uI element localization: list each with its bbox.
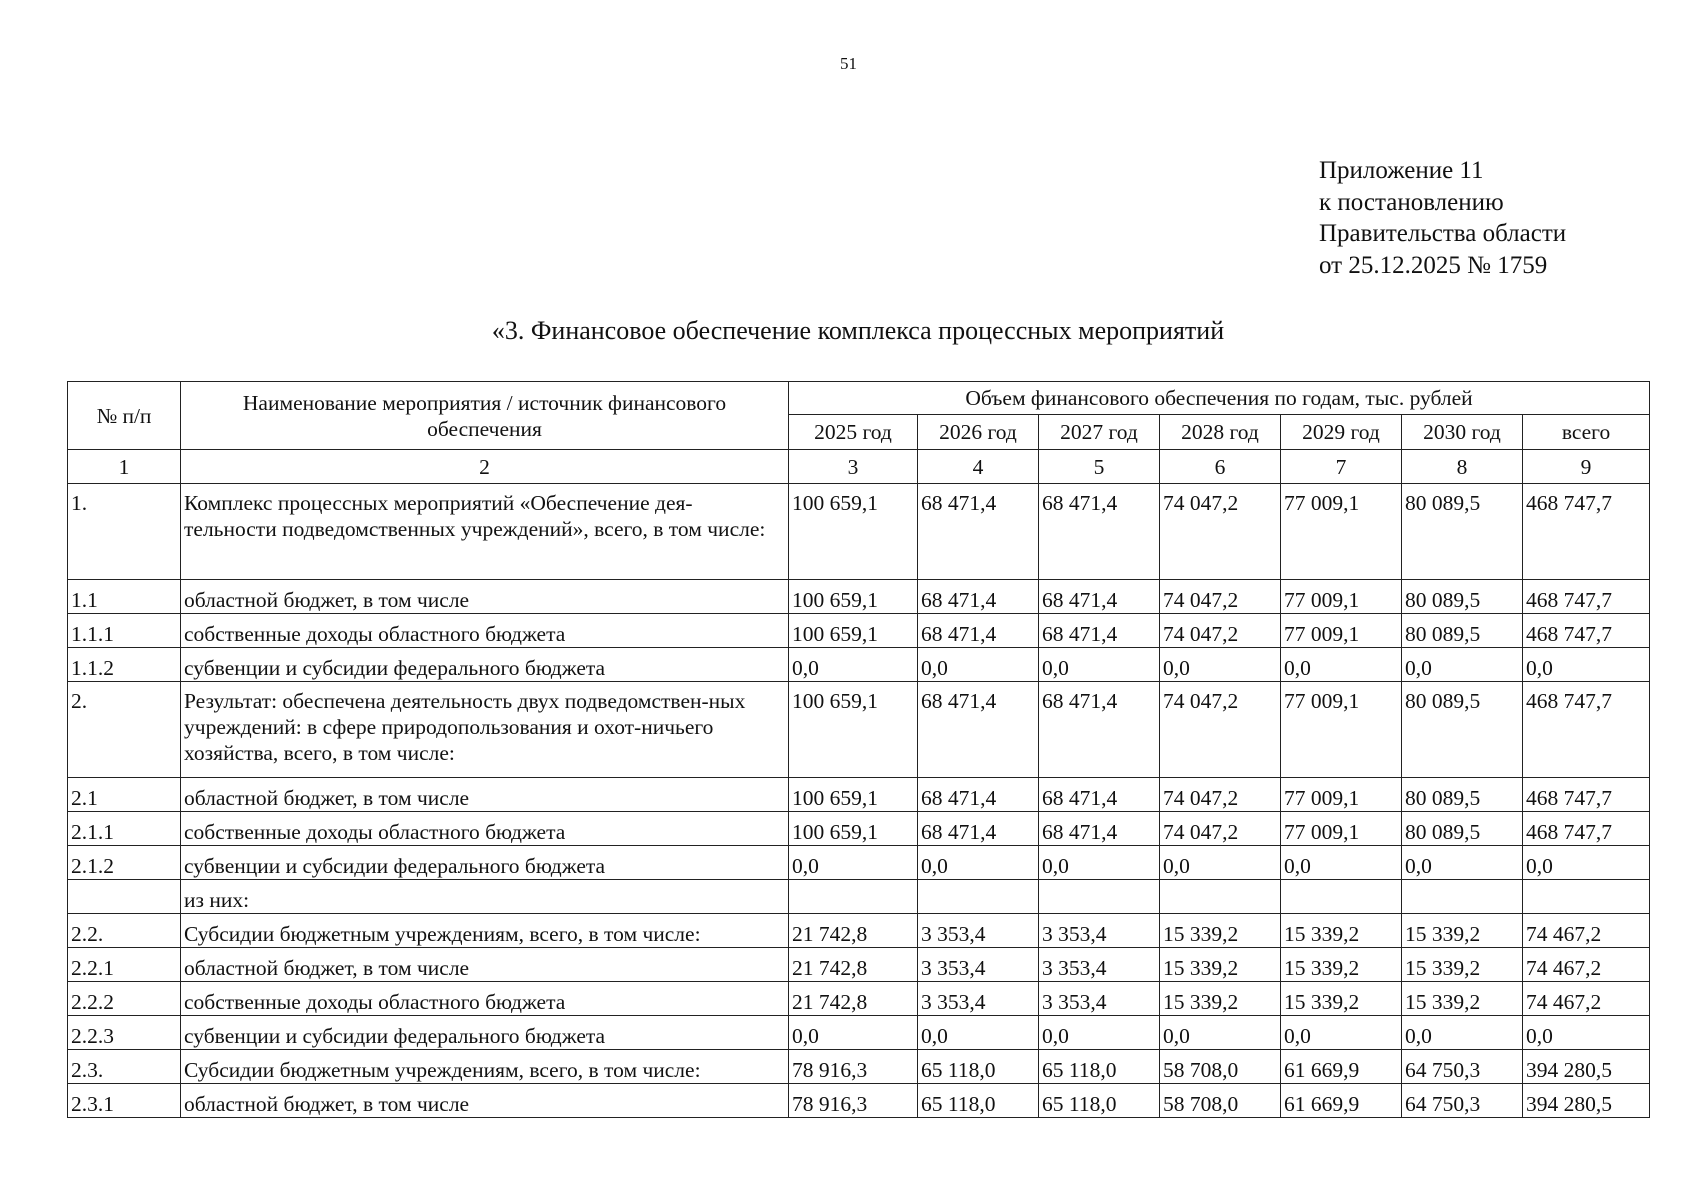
column-number: 7 [1281,450,1402,484]
value-cell [1039,880,1160,914]
value-cell: 15 339,2 [1402,914,1523,948]
row-name: областной бюджет, в том числе [181,1084,789,1118]
header-volume: Объем финансового обеспечения по годам, тыс. рублей [789,382,1650,415]
value-cell: 0,0 [1523,1016,1650,1050]
column-number: 9 [1523,450,1650,484]
column-number: 3 [789,450,918,484]
value-cell: 100 659,1 [789,682,918,778]
header-name: Наименование мероприятия / источник финансового обеспечения [181,382,789,450]
value-cell: 3 353,4 [918,948,1039,982]
header-year: 2026 год [918,415,1039,450]
row-name: Субсидии бюджетным учреждениям, всего, в том числе: [181,914,789,948]
row-number: 1.1.1 [68,614,181,648]
row-name: областной бюджет, в том числе [181,580,789,614]
value-cell: 0,0 [1039,846,1160,880]
appendix-line: Правительства области [1319,220,1567,247]
row-number: 2.2.1 [68,948,181,982]
value-cell: 80 089,5 [1402,484,1523,580]
row-number: 2.2.2 [68,982,181,1016]
row-name: собственные доходы областного бюджета [181,812,789,846]
value-cell: 74 047,2 [1160,580,1281,614]
value-cell: 0,0 [1160,1016,1281,1050]
header-year: 2028 год [1160,415,1281,450]
value-cell: 64 750,3 [1402,1050,1523,1084]
value-cell: 68 471,4 [918,812,1039,846]
row-name: областной бюджет, в том числе [181,778,789,812]
value-cell: 68 471,4 [1039,580,1160,614]
value-cell: 65 118,0 [918,1084,1039,1118]
value-cell: 74 047,2 [1160,484,1281,580]
table-row [68,778,1650,812]
value-cell: 65 118,0 [1039,1084,1160,1118]
header-year: 2025 год [789,415,918,450]
value-cell: 68 471,4 [918,484,1039,580]
table-row [68,682,1650,778]
value-cell: 21 742,8 [789,982,918,1016]
value-cell: 77 009,1 [1281,614,1402,648]
value-cell: 68 471,4 [918,614,1039,648]
row-name: субвенции и субсидии федерального бюджета [181,648,789,682]
value-cell: 80 089,5 [1402,778,1523,812]
column-number: 1 [68,450,181,484]
header-year: 2029 год [1281,415,1402,450]
table-row [68,846,1650,880]
value-cell: 68 471,4 [918,580,1039,614]
value-cell: 3 353,4 [1039,982,1160,1016]
value-cell: 15 339,2 [1160,948,1281,982]
value-cell: 74 047,2 [1160,614,1281,648]
value-cell: 61 669,9 [1281,1050,1402,1084]
table-row [68,484,1650,580]
header-year: 2030 год [1402,415,1523,450]
value-cell: 80 089,5 [1402,812,1523,846]
value-cell: 0,0 [1402,846,1523,880]
table-row [68,812,1650,846]
column-number: 2 [181,450,789,484]
value-cell: 78 916,3 [789,1050,918,1084]
column-number: 5 [1039,450,1160,484]
value-cell: 15 339,2 [1281,948,1402,982]
value-cell: 0,0 [1039,1016,1160,1050]
value-cell: 80 089,5 [1402,682,1523,778]
value-cell: 394 280,5 [1523,1084,1650,1118]
value-cell: 100 659,1 [789,778,918,812]
value-cell: 100 659,1 [789,614,918,648]
value-cell: 68 471,4 [1039,614,1160,648]
table-row [68,648,1650,682]
value-cell: 0,0 [1160,648,1281,682]
row-name: областной бюджет, в том числе [181,948,789,982]
row-number: 2.1.1 [68,812,181,846]
header-year: всего [1523,415,1650,450]
row-number: 2.3. [68,1050,181,1084]
table-row [68,1084,1650,1118]
value-cell: 74 467,2 [1523,914,1650,948]
value-cell: 65 118,0 [918,1050,1039,1084]
table-row [68,1050,1650,1084]
page-number: 51 [840,54,857,73]
value-cell: 0,0 [918,846,1039,880]
appendix-line: от 25.12.2025 № 1759 [1319,251,1548,279]
value-cell: 68 471,4 [918,778,1039,812]
row-number [68,880,181,914]
row-number: 1.1 [68,580,181,614]
column-number: 4 [918,450,1039,484]
row-name: субвенции и субсидии федерального бюджета [181,1016,789,1050]
appendix-block [1319,155,1566,281]
value-cell: 74 467,2 [1523,948,1650,982]
row-number: 1. [68,484,181,580]
value-cell: 3 353,4 [1039,948,1160,982]
value-cell: 0,0 [789,1016,918,1050]
row-number: 2.1 [68,778,181,812]
value-cell: 68 471,4 [1039,682,1160,778]
value-cell: 468 747,7 [1523,812,1650,846]
value-cell: 0,0 [1402,1016,1523,1050]
value-cell: 77 009,1 [1281,778,1402,812]
value-cell: 100 659,1 [789,812,918,846]
value-cell: 0,0 [789,846,918,880]
value-cell: 3 353,4 [918,982,1039,1016]
value-cell [1523,880,1650,914]
value-cell: 468 747,7 [1523,484,1650,580]
table-row [68,948,1650,982]
table-row [68,982,1650,1016]
row-name: собственные доходы областного бюджета [181,982,789,1016]
row-name: из них: [181,880,789,914]
value-cell: 15 339,2 [1402,948,1523,982]
value-cell: 100 659,1 [789,484,918,580]
value-cell: 64 750,3 [1402,1084,1523,1118]
row-name: субвенции и субсидии федерального бюджета [181,846,789,880]
value-cell: 68 471,4 [918,682,1039,778]
value-cell: 21 742,8 [789,914,918,948]
value-cell: 468 747,7 [1523,580,1650,614]
value-cell: 468 747,7 [1523,682,1650,778]
value-cell: 0,0 [1160,846,1281,880]
header-year: 2027 год [1039,415,1160,450]
value-cell: 0,0 [1523,846,1650,880]
value-cell: 74 467,2 [1523,982,1650,1016]
row-name: Комплекс процессных мероприятий «Обеспечение дея-тельности подведомственных учреждений», всего, в том числе: [181,484,789,580]
value-cell [789,880,918,914]
value-cell: 394 280,5 [1523,1050,1650,1084]
value-cell: 3 353,4 [918,914,1039,948]
value-cell [1281,880,1402,914]
appendix-line: к постановлению [1319,188,1504,216]
value-cell: 100 659,1 [789,580,918,614]
value-cell: 80 089,5 [1402,580,1523,614]
value-cell: 0,0 [1281,1016,1402,1050]
value-cell: 21 742,8 [789,948,918,982]
value-cell: 77 009,1 [1281,812,1402,846]
value-cell: 468 747,7 [1523,778,1650,812]
value-cell: 78 916,3 [789,1084,918,1118]
column-number: 6 [1160,450,1281,484]
value-cell: 15 339,2 [1281,982,1402,1016]
row-number: 2. [68,682,181,778]
value-cell: 468 747,7 [1523,614,1650,648]
value-cell: 80 089,5 [1402,614,1523,648]
table-row [68,914,1650,948]
value-cell: 0,0 [789,648,918,682]
value-cell: 0,0 [1523,648,1650,682]
value-cell: 0,0 [918,648,1039,682]
value-cell: 15 339,2 [1281,914,1402,948]
value-cell: 0,0 [1281,648,1402,682]
table-row [68,614,1650,648]
value-cell: 3 353,4 [1039,914,1160,948]
value-cell: 74 047,2 [1160,778,1281,812]
value-cell: 58 708,0 [1160,1084,1281,1118]
table-row [68,1016,1650,1050]
value-cell: 77 009,1 [1281,580,1402,614]
value-cell: 15 339,2 [1160,982,1281,1016]
value-cell: 77 009,1 [1281,484,1402,580]
value-cell: 65 118,0 [1039,1050,1160,1084]
value-cell: 68 471,4 [1039,778,1160,812]
value-cell: 74 047,2 [1160,812,1281,846]
value-cell: 0,0 [1281,846,1402,880]
value-cell: 77 009,1 [1281,682,1402,778]
value-cell: 0,0 [918,1016,1039,1050]
value-cell: 0,0 [1402,648,1523,682]
value-cell: 15 339,2 [1160,914,1281,948]
row-name: собственные доходы областного бюджета [181,614,789,648]
financing-table [67,381,1650,1118]
table-row [68,580,1650,614]
value-cell: 74 047,2 [1160,682,1281,778]
row-name: Результат: обеспечена деятельность двух подведомствен-ных учреждений: в сфере природопользования и охот-ничьего хозяйства, всего, в том числе: [181,682,789,778]
value-cell: 68 471,4 [1039,484,1160,580]
value-cell: 68 471,4 [1039,812,1160,846]
value-cell: 58 708,0 [1160,1050,1281,1084]
value-cell: 0,0 [1039,648,1160,682]
section-title: «3. Финансовое обеспечение комплекса процессных мероприятий [491,316,1225,345]
row-number: 2.1.2 [68,846,181,880]
column-number: 8 [1402,450,1523,484]
row-number: 2.2. [68,914,181,948]
value-cell [918,880,1039,914]
value-cell [1402,880,1523,914]
table-row [68,880,1650,914]
row-number: 1.1.2 [68,648,181,682]
row-number: 2.3.1 [68,1084,181,1118]
appendix-line: Приложение 11 [1319,157,1484,184]
value-cell: 61 669,9 [1281,1084,1402,1118]
value-cell [1160,880,1281,914]
header-num: № п/п [68,382,181,450]
row-number: 2.2.3 [68,1016,181,1050]
row-name: Субсидии бюджетным учреждениям, всего, в том числе: [181,1050,789,1084]
value-cell: 15 339,2 [1402,982,1523,1016]
